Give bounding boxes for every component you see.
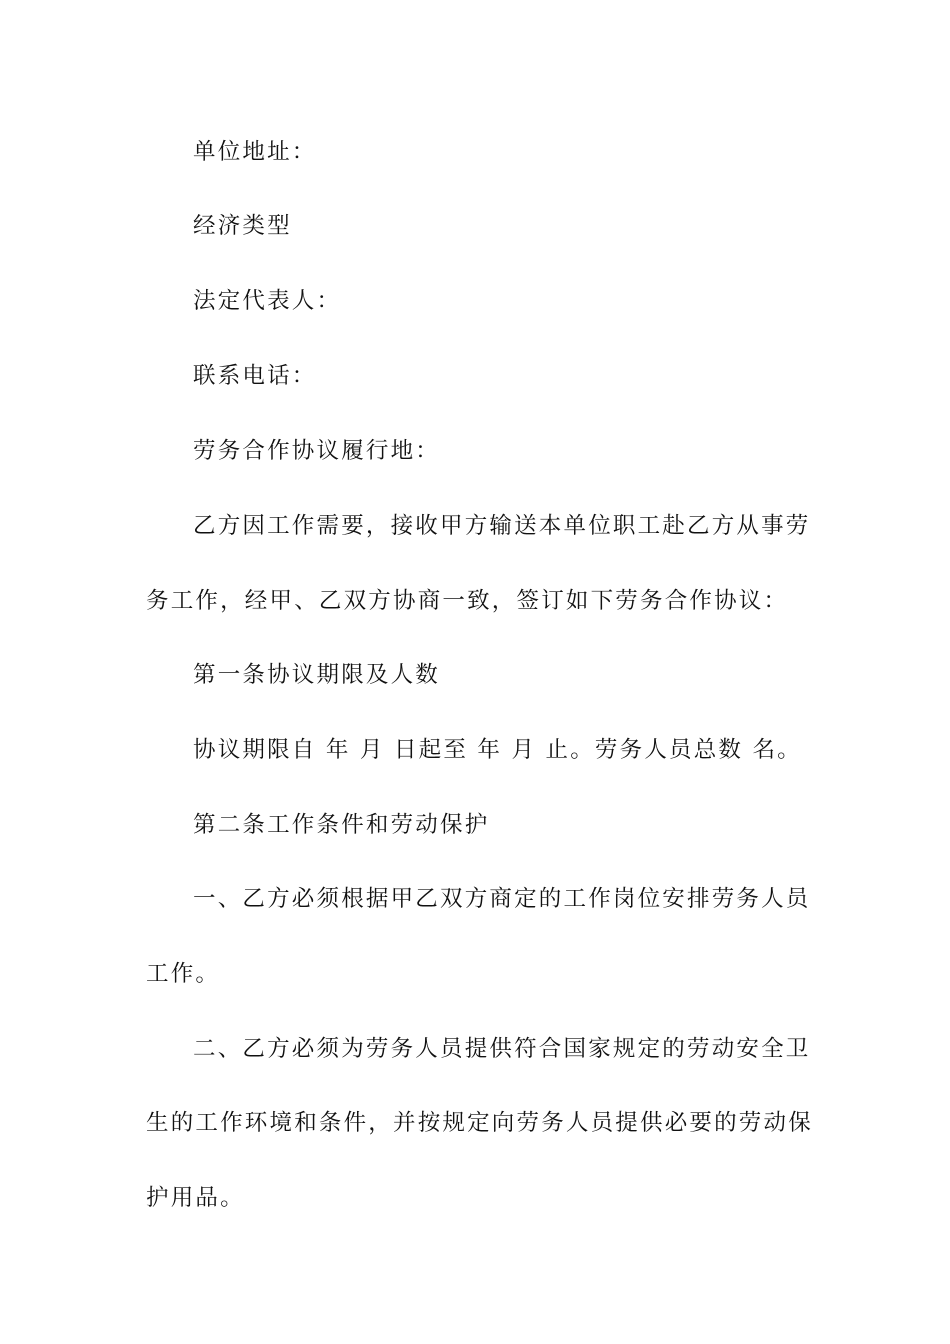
field-legal-representative: 法定代表人： [193, 288, 342, 314]
paragraph-intro-line-1: 乙方因工作需要，接收甲方输送本单位职工赴乙方从事劳 [193, 513, 811, 539]
clause-2-line-1: 二、乙方必须为劳务人员提供符合国家规定的劳动安全卫 [193, 1036, 811, 1062]
field-performance-location: 劳务合作协议履行地： [193, 438, 441, 464]
field-economic-type: 经济类型 [193, 213, 292, 239]
article-2-heading: 第二条工作条件和劳动保护 [193, 812, 490, 838]
field-contact-phone: 联系电话： [193, 363, 317, 389]
clause-2-line-2: 生的工作环境和条件，并按规定向劳务人员提供必要的劳动保 [146, 1110, 813, 1136]
paragraph-intro-line-2: 务工作，经甲、乙双方协商一致，签订如下劳务合作协议： [146, 588, 789, 614]
article-1-heading: 第一条协议期限及人数 [193, 662, 441, 688]
clause-1-line-1: 一、乙方必须根据甲乙双方商定的工作岗位安排劳务人员 [193, 886, 811, 912]
clause-2-line-3: 护用品。 [146, 1185, 245, 1211]
field-unit-address: 单位地址： [193, 139, 317, 165]
clause-1-line-2: 工作。 [146, 961, 221, 987]
article-1-term-text: 协议期限自 年 月 日起至 年 月 止。劳务人员总数 名。 [193, 737, 802, 763]
